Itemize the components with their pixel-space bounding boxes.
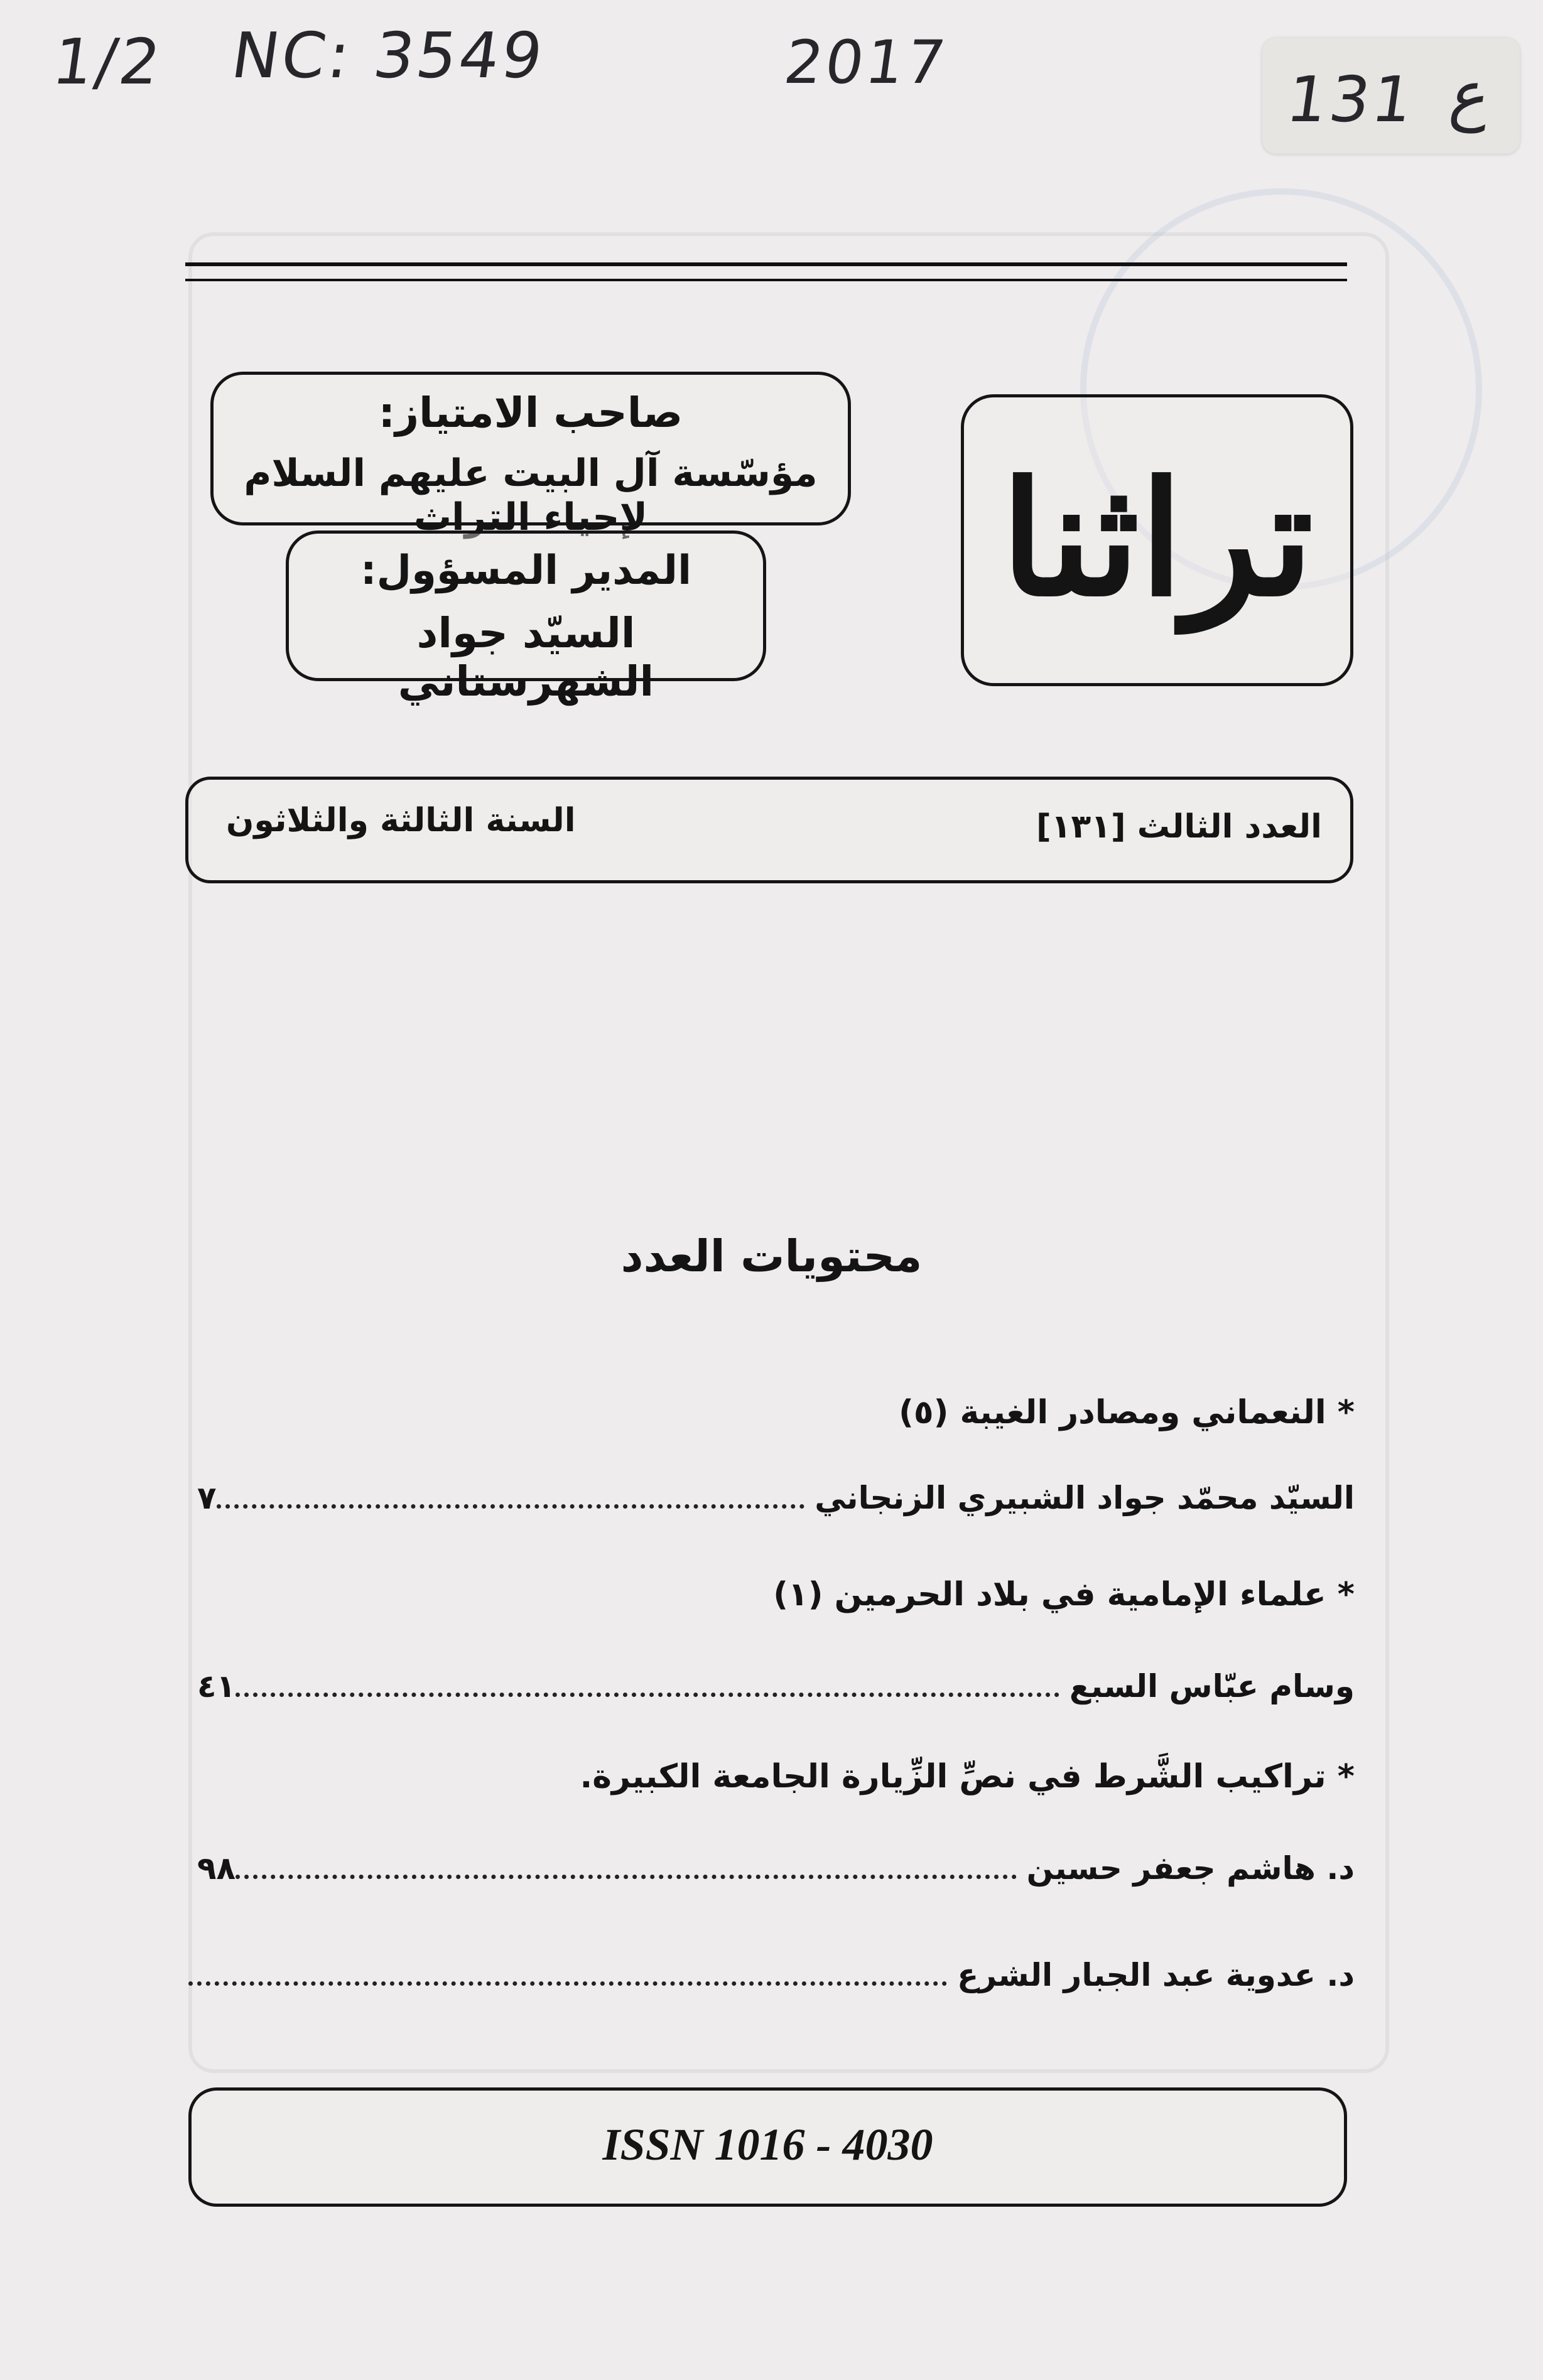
issue-number: العدد الثالث [١٣١] <box>1036 808 1322 846</box>
contents-heading: محتويات العدد <box>620 1230 923 1282</box>
contents-entry-title: * علماء الإمامية في بلاد الحرمين (١) <box>773 1576 1355 1613</box>
manager-box <box>286 530 766 706</box>
contents-entry-author-row <box>188 1843 1355 1887</box>
issue-info-box <box>185 777 1353 883</box>
handwritten-shelf-prefix: ع <box>1445 57 1496 133</box>
leader-dots <box>236 1693 1059 1697</box>
contents-entry-title: * تراكيب الشَّرط في نصِّ الزِّيارة الجامعة الكبيرة. <box>580 1758 1355 1796</box>
handwritten-year: 2017 <box>780 28 952 97</box>
manager-name: السيّد جواد الشهرستاني <box>398 609 654 706</box>
handwritten-volume: 1/2 <box>48 25 168 99</box>
contents-extra-author: د. عدوية عبد الجبار الشرع <box>957 1957 1355 1993</box>
issn-box <box>188 2087 1347 2207</box>
contents-entry-page: ٧ <box>197 1480 217 1516</box>
contents-entry-title: * النعماني ومصادر الغيبة (٥) <box>899 1394 1355 1431</box>
leader-dots <box>217 1504 805 1509</box>
journal-logo-box <box>961 394 1353 686</box>
leader-dots <box>188 1981 947 1986</box>
handwritten-shelf-number: 131 <box>1282 63 1421 136</box>
contents-entry-author: السيّد محمّد جواد الشبيري الزنجاني <box>815 1480 1355 1516</box>
journal-logo-title: تراثنا <box>1000 446 1314 631</box>
contents-extra-author-row <box>188 1949 1355 1993</box>
handwritten-catalog-number: NC: 3549 <box>227 19 550 92</box>
issn-number: ISSN 1016 - 4030 <box>602 2119 933 2170</box>
contents-entry-page: ٩٨ <box>197 1850 236 1887</box>
contents-entry-author: وسام عبّاس السبع <box>1069 1668 1355 1704</box>
contents-entry-author: د. هاشم جعفر حسين <box>1026 1850 1355 1887</box>
issue-year: السنة الثالثة والثلاثون <box>226 802 576 839</box>
top-rule-thin <box>185 279 1347 281</box>
top-rule <box>185 262 1347 266</box>
leader-dots <box>236 1875 1017 1879</box>
contents-entry-author-row <box>188 1661 1355 1704</box>
owner-box <box>210 372 851 539</box>
contents-entry-author-row <box>188 1472 1355 1516</box>
contents-entry-page: ٤١ <box>197 1668 236 1704</box>
owner-label: صاحب الامتياز: <box>378 389 683 437</box>
shelf-label-sticker <box>1262 38 1520 154</box>
manager-label: المدير المسؤول: <box>360 547 691 594</box>
owner-name: مؤسّسة آل البيت عليهم السلام لإحياء التراث <box>244 451 818 539</box>
